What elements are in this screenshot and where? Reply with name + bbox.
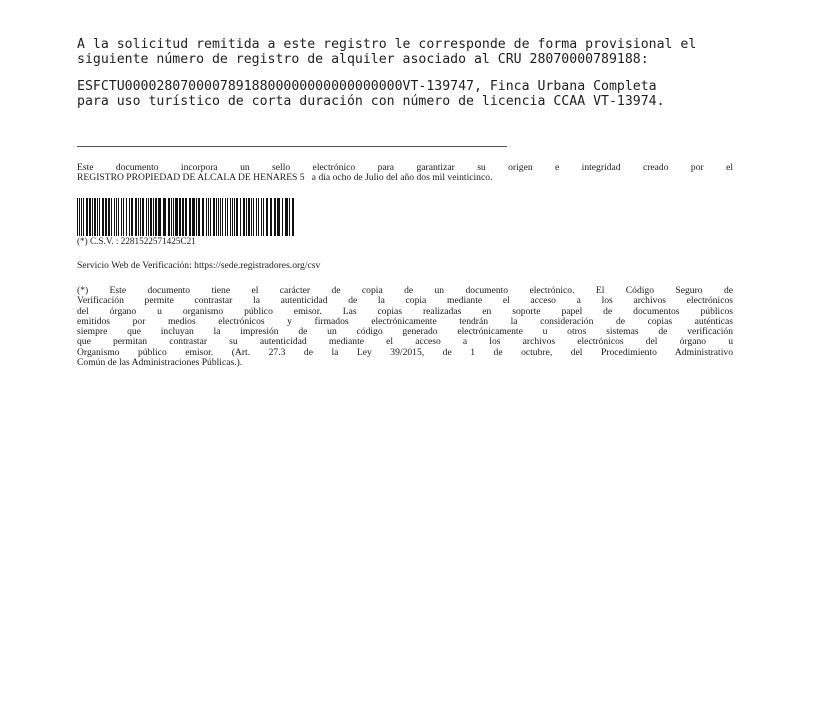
signature-line: [77, 146, 507, 147]
barcode-bar: [234, 198, 235, 236]
barcode-bar: [202, 198, 204, 236]
barcode-bar: [225, 198, 226, 236]
legal-note-line: Común de las Administraciones Públicas.).: [77, 357, 243, 369]
legal-note-line: Organismo público emisor. (Art. 27.3 de la Ley 39/2015, de 1 de octubre, del Procedimiento Administrativo: [77, 346, 733, 358]
barcode-bar: [153, 198, 154, 236]
barcode-bar: [173, 198, 174, 236]
barcode-bar: [222, 198, 223, 236]
barcode-bar: [243, 198, 245, 236]
barcode-bar: [79, 198, 80, 236]
barcode-bar: [81, 198, 82, 236]
barcode-bar: [123, 198, 124, 236]
barcode-bar: [292, 198, 294, 236]
barcode-bar: [230, 198, 231, 236]
barcode-bar: [185, 198, 187, 236]
registration-number-line-2: para uso turístico de corta duración con número de licencia CCAA VT-13974.: [77, 93, 665, 109]
barcode-bar: [108, 198, 110, 236]
barcode-bar: [171, 198, 172, 236]
barcode-bar: [89, 198, 91, 236]
barcode-bar: [182, 198, 184, 236]
barcode-bar: [236, 198, 238, 236]
registration-line-2: siguiente número de registro de alquiler asociado al CRU 28070000789188:: [77, 51, 649, 67]
barcode-bar: [253, 198, 254, 236]
barcode-bar: [289, 198, 290, 236]
legal-note-line: (*) Este documento tiene el carácter de copia de un documento electrónico. El Código Seguro de: [77, 285, 733, 296]
barcode-bar: [135, 198, 137, 236]
barcode-bar: [216, 198, 217, 236]
barcode-bar: [251, 198, 252, 236]
legal-note-line: siempre que incluyan la impresión de un código generado electrónicamente u otros sistemas de verificación: [77, 326, 733, 338]
barcode-bar: [175, 198, 178, 236]
barcode-bar: [220, 198, 221, 236]
barcode-bar: [142, 198, 144, 236]
csv-code: (*) C.S.V. : 2281522571425C21: [77, 236, 196, 246]
registration-number-paragraph: [77, 80, 767, 109]
barcode-bar: [210, 198, 211, 236]
barcode-bar: [121, 198, 122, 236]
verification-service-url: Servicio Web de Verificación: https://sede.registradores.org/csv: [77, 260, 321, 271]
barcode-bar: [111, 198, 112, 236]
legal-note-line: del órgano u organismo público emisor. Las copias realizadas en soporte papel de documentos públicos: [77, 305, 733, 317]
barcode-bar: [270, 198, 272, 236]
csv-barcode: [77, 198, 295, 236]
legal-note-line: que permitan contrastar su autenticidad mediante el acceso a los archivos electrónicos del órgano u: [77, 336, 733, 348]
barcode-bar: [131, 198, 133, 236]
barcode-bar: [227, 198, 228, 236]
barcode-bar: [274, 198, 276, 236]
barcode-bar: [102, 198, 104, 236]
barcode-bar: [155, 198, 157, 236]
legal-note-line: emitidos por medios electrónicos y firmados electrónicamente tendrán la consideración de copias auténticas: [77, 315, 733, 327]
barcode-bar: [99, 198, 100, 236]
barcode-bar: [277, 198, 280, 236]
barcode-bar: [97, 198, 98, 236]
barcode-bar: [282, 198, 283, 236]
barcode-bar: [232, 198, 233, 236]
barcode-bar: [263, 198, 264, 236]
barcode-bar: [118, 198, 119, 236]
registration-paragraph: [77, 38, 767, 67]
barcode-bar: [77, 198, 78, 236]
barcode-bar: [129, 198, 130, 236]
barcode-bar: [140, 198, 141, 236]
electronic-seal-notice: [77, 163, 733, 184]
barcode-bar: [196, 198, 197, 236]
barcode-bar: [208, 198, 209, 236]
barcode-bar: [218, 198, 219, 236]
barcode-bar: [246, 198, 247, 236]
barcode-bar: [213, 198, 215, 236]
barcode-bar: [86, 198, 88, 236]
barcode-bar: [114, 198, 115, 236]
barcode-bar: [146, 198, 147, 236]
barcode-bar: [92, 198, 93, 236]
barcode-bar: [256, 198, 257, 236]
barcode-bar: [148, 198, 149, 236]
barcode-bar: [126, 198, 127, 236]
barcode-bar: [285, 198, 288, 236]
barcode-bar: [266, 198, 268, 236]
barcode-bar: [158, 198, 161, 236]
barcode-bar: [179, 198, 181, 236]
barcode-bar: [258, 198, 259, 236]
registration-line-1: A la solicitud remitida a este registro le corresponde de forma provisional el: [77, 37, 697, 52]
legal-note: [77, 286, 733, 368]
barcode-bar: [116, 198, 117, 236]
registration-number-line-1: ESFCTU00002807000078918800000000000000000VT-139747, Finca Urbana Completa: [77, 79, 657, 94]
barcode-bar: [163, 198, 166, 236]
barcode-bar: [94, 198, 96, 236]
barcode-bar: [248, 198, 250, 236]
barcode-bar: [105, 198, 107, 236]
barcode-bar: [192, 198, 195, 236]
barcode-bar: [261, 198, 262, 236]
barcode-bar: [83, 198, 84, 236]
legal-note-line: Verificación permite contrastar la autenticidad de la copia mediante el acceso a los archivos electrónicos: [77, 295, 733, 307]
barcode-bar: [206, 198, 207, 236]
seal-notice-line-2: REGISTRO PROPIEDAD DE ALCALA DE HENARES 5 a día ocho de Julio del año dos mil veinticinco.: [77, 172, 493, 184]
seal-notice-line-1: Este documento incorpora un sello electrónico para garantizar su origen e integridad creado por el: [77, 162, 733, 173]
barcode-bar: [168, 198, 170, 236]
barcode-bar: [138, 198, 139, 236]
barcode-bar: [189, 198, 191, 236]
barcode-bar: [198, 198, 200, 236]
barcode-bar: [240, 198, 241, 236]
barcode-bar: [150, 198, 152, 236]
